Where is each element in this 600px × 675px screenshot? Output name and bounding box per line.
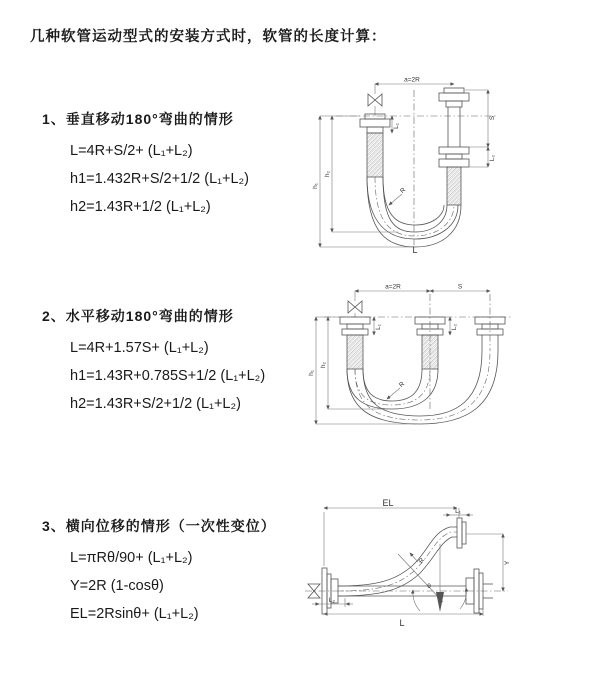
formula-length: L=4R+1.57S+ (L₁+L₂) xyxy=(70,340,209,356)
braided-hose-section xyxy=(367,133,383,177)
formula-length: L=4R+S/2+ (L₁+L₂) xyxy=(70,143,193,159)
section-lateral-displacement xyxy=(42,516,276,628)
radius-label: R xyxy=(398,186,408,196)
length-label: L xyxy=(412,245,418,254)
dim-h2-label: h₂ xyxy=(324,170,331,178)
braided-hose-section xyxy=(422,335,438,369)
section-3-heading: 3、横向位移的情形（一次性变位） xyxy=(42,518,276,534)
angle-construction xyxy=(398,544,466,612)
dim-l1-label: L₁ xyxy=(393,123,400,129)
right-pipe xyxy=(439,88,469,205)
dim-h2-label: h₂ xyxy=(320,361,327,369)
section-vertical-bend xyxy=(42,109,249,221)
dim-l2-label: L₂ xyxy=(328,597,336,604)
formula-h1: h1=1.432R+S/2+1/2 (L₁+L₂) xyxy=(70,171,250,187)
left-flange xyxy=(340,317,370,335)
diagram-vertical-bend xyxy=(312,74,524,254)
dim-s-label: S xyxy=(489,115,496,121)
dim-h1-label: h₁ xyxy=(308,370,315,376)
dim-a-label: a=2R xyxy=(404,76,420,84)
formula-h2: h2=1.43R+1/2 (L₁+L₂) xyxy=(70,199,211,215)
dim-h1-label: h₁ xyxy=(312,183,319,189)
section-horizontal-bend xyxy=(42,306,265,418)
dim-s-label: S xyxy=(457,283,463,291)
dim-l2-label: L₂ xyxy=(451,323,458,331)
radius-label: R xyxy=(397,380,407,390)
valve-icon xyxy=(368,84,382,116)
radius-label: R xyxy=(417,556,427,566)
diagram-lateral-displacement xyxy=(300,496,530,653)
dim-l-label: L xyxy=(399,618,405,628)
dim-a-label: a=2R xyxy=(385,283,401,291)
dim-l1-label: L₁ xyxy=(455,508,461,515)
page-title: 几种软管运动型式的安装方式时，软管的长度计算： xyxy=(30,29,387,45)
dim-l1-label: L₁ xyxy=(375,324,382,330)
formula-length: L=πRθ/90+ (L₁+L₂) xyxy=(70,550,193,566)
left-flange xyxy=(360,114,390,133)
braided-hose-section xyxy=(347,335,363,369)
dim-y-label: Y xyxy=(504,560,511,566)
formula-el: EL=2Rsinθ+ (L₁+L₂) xyxy=(70,606,199,622)
formula-h2: h2=1.43R+S/2+1/2 (L₁+L₂) xyxy=(70,396,241,412)
formula-h1: h1=1.43R+0.785S+1/2 (L₁+L₂) xyxy=(70,368,266,384)
valve-icon xyxy=(348,291,362,317)
formula-y: Y=2R (1-cosθ) xyxy=(70,578,164,594)
dim-el-label: EL xyxy=(382,498,394,508)
section-1-heading: 1、垂直移动180°弯曲的情形 xyxy=(42,111,234,127)
dim-l2-label: L₂ xyxy=(489,154,496,162)
section-2-heading: 2、水平移动180°弯曲的情形 xyxy=(42,308,234,324)
diagram-horizontal-bend xyxy=(308,281,526,431)
angle-theta-label: θ xyxy=(427,583,431,590)
upper-flange xyxy=(457,518,466,548)
